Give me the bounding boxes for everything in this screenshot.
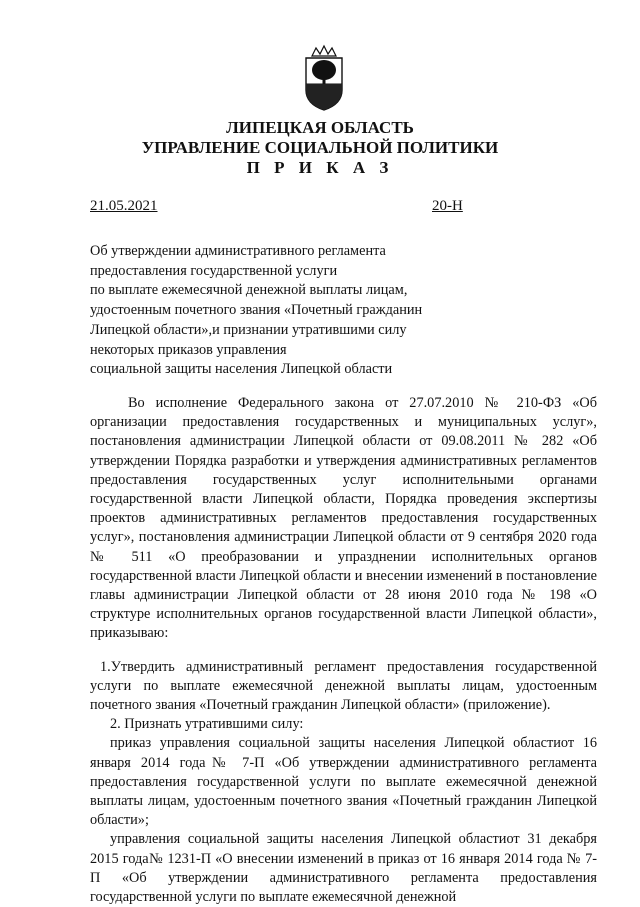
document-type: П Р И К А З: [246, 158, 394, 177]
order-body: [90, 394, 597, 907]
order-date: 21.05.2021: [90, 198, 158, 214]
coat-of-arms-icon: [300, 44, 348, 112]
subject-line: социальной защиты населения Липецкой области: [90, 361, 393, 378]
item-2-paragraph: 2. Признать утратившими силу:: [110, 716, 304, 733]
subject-line: Об утверждении административного регламента: [90, 243, 386, 259]
repealed-order-2: управления социальной защиты населения Липецкой областиот 31 декабря 2015 года№ 1231-П «О внесении изменений в приказ от 16 января 2014 года № 7-П «Об утверждении административного регламента предоставления государственной услуги по выплате ежемесячной денежной: [90, 831, 597, 906]
order-number: 20-Н: [432, 198, 463, 214]
subject-line: некоторых приказов управления: [90, 341, 287, 358]
order-subject: [90, 242, 530, 380]
subject-line: по выплате ежемесячной денежной выплаты лицам,: [90, 282, 408, 299]
repealed-order-1: приказ управления социальной защиты населения Липецкой областиот 16 января 2014 года№ 7-П «Об утверждении административного регламента предоставления государственной услуги по выплате ежемесячной денежной выплаты лицам, удостоенным почетного звания «Почетный гражданин Липецкой области»;: [90, 735, 597, 829]
preamble-paragraph: Во исполнение Федерального закона от 27.07.2010 № 210-ФЗ «Об организации предоставления государственных и муниципальных услуг», постановления администрации Липецкой области от 09.08.2011 № 282 «Об утверждении Порядка разработки и утверждения административных регламентов предоставления государственных услуг исполнительными органами государственной власти Липецкой области, Порядка проведения экспертизы проектов административных регламентов предоставления государственных услуг», постановления администрации Липецкой области от 9 сентября 2020 года № 511 «О преобразовании и упразднении исполнительных органов государственной власти Липецкой области и внесении изменений в постановление главы администрации Липецкой области от 28 июня 2010 года № 198 «О структуре исполнительных органов государственной власти Липецкой области», приказываю:: [90, 395, 597, 642]
subject-line: Липецкой области»,и признании утратившими силу: [90, 321, 407, 338]
subject-line: удостоенным почетного звания «Почетный гражданин: [90, 302, 423, 319]
item-1-paragraph: 1.Утвердить административный регламент предоставления государственной услуги по выплате ежемесячной денежной выплаты лицам, удостоенным почетного звания «Почетный гражданин Липецкой области» (приложение).: [90, 658, 597, 714]
subject-line: предоставления государственной услуги: [90, 262, 338, 279]
agency-title: УПРАВЛЕНИЕ СОЦИАЛЬНОЙ ПОЛИТИКИ: [141, 138, 499, 157]
region-title: ЛИПЕЦКАЯ ОБЛАСТЬ: [226, 118, 414, 137]
